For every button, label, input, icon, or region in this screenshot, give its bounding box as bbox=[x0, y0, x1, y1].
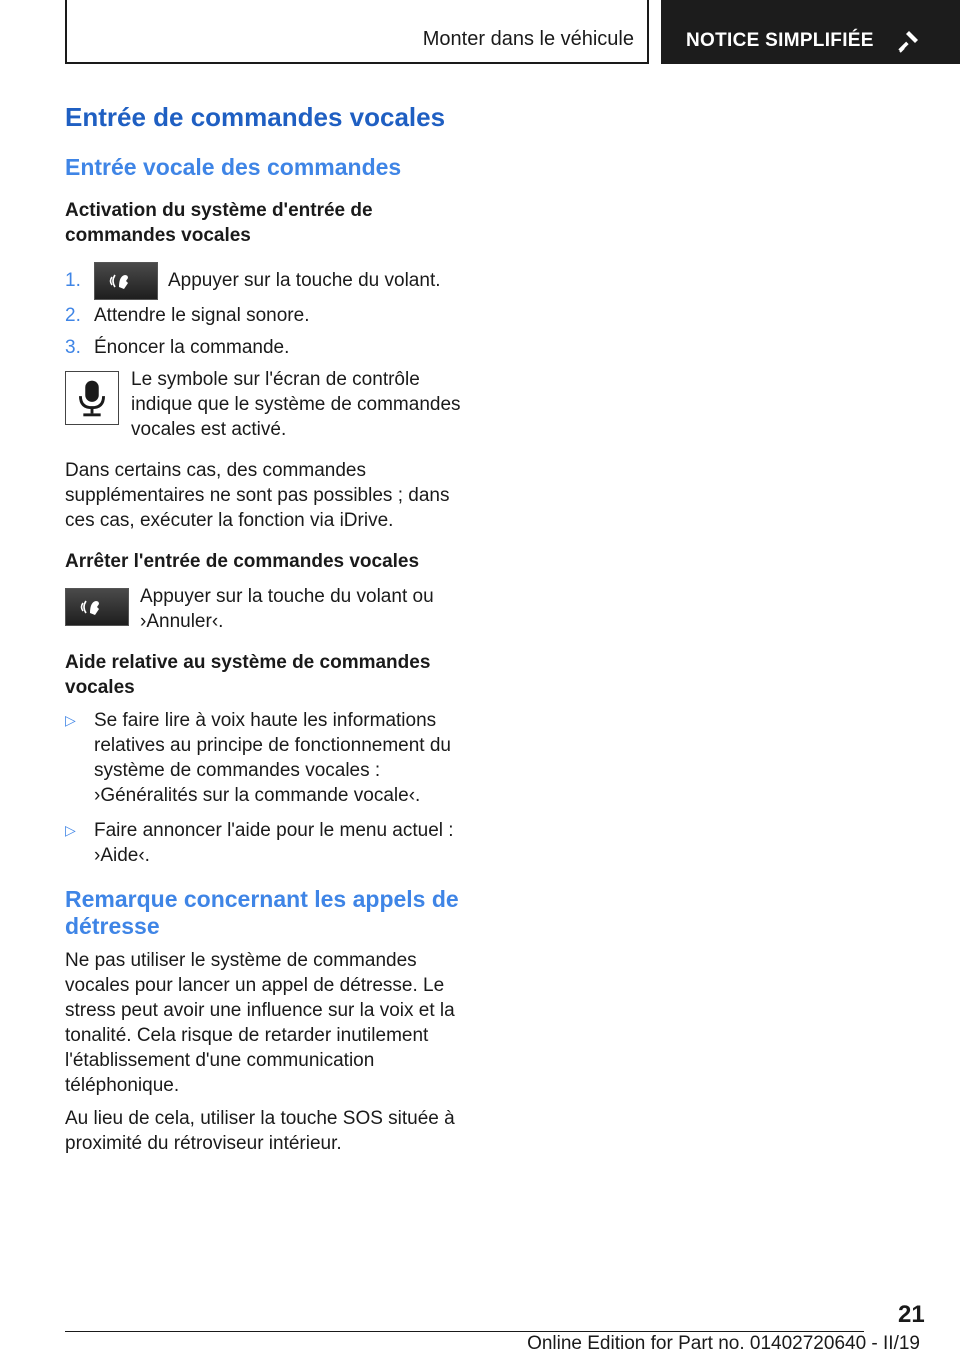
step-item bbox=[65, 303, 477, 328]
triangle-bullet-icon: ▷ bbox=[65, 712, 76, 729]
step-text: Attendre le signal sonore. bbox=[94, 305, 310, 327]
stop-text: Appuyer sur la touche du volant ou ›Annuler‹. bbox=[140, 586, 434, 633]
step-text: Énoncer la commande. bbox=[94, 337, 290, 359]
quick-reference-icon bbox=[895, 28, 921, 54]
page-content bbox=[65, 100, 477, 1156]
emergency-paragraph: Au lieu de cela, utiliser la touche SOS située à proximité du rétroviseur intérieur. bbox=[65, 1108, 455, 1155]
activation-steps bbox=[65, 262, 477, 360]
mic-symbol-note bbox=[65, 367, 477, 442]
step-number: 2. bbox=[65, 305, 81, 327]
emergency-paragraph: Ne pas utiliser le système de commandes vocales pour lancer un appel de détresse. Le stress peut avoir une influence sur la voix et la tonalité. Cela risque de retarder inutilement l'établissement d'une communication téléphonique. bbox=[65, 950, 455, 1097]
stop-instruction bbox=[65, 584, 477, 634]
step-text: Appuyer sur la touche du volant. bbox=[168, 270, 441, 292]
activation-heading: Activation du système d'entrée de commandes vocales bbox=[65, 200, 373, 246]
section-title: Monter dans le véhicule bbox=[422, 28, 634, 50]
voice-button-icon bbox=[94, 262, 158, 300]
step-item bbox=[65, 262, 477, 300]
tab-label: NOTICE SIMPLIFIÉE bbox=[686, 30, 874, 51]
help-list bbox=[65, 708, 477, 868]
help-heading: Aide relative au système de commandes vocales bbox=[65, 652, 431, 699]
mic-note-text: Le symbole sur l'écran de contrôle indique que le système de commandes vocales est activé. bbox=[131, 369, 461, 441]
stop-heading: Arrêter l'entrée de commandes vocales bbox=[65, 551, 420, 573]
page-title: Entrée de commandes vocales bbox=[65, 102, 446, 132]
limit-note: Dans certains cas, des commandes supplémentaires ne sont pas possibles ; dans ces cas, exécuter la fonction via iDrive. bbox=[65, 460, 450, 532]
list-item-text: Se faire lire à voix haute les informations relatives au principe de fonctionnement du système de commandes vocales : ›Généralités sur la commande vocale‹. bbox=[94, 710, 452, 807]
list-item-text: Faire annoncer l'aide pour le menu actuel : ›Aide‹. bbox=[94, 820, 454, 867]
section-subtitle: Entrée vocale des commandes bbox=[65, 154, 402, 180]
edition-info: Online Edition for Part no. 01402720640 - II/19 bbox=[527, 1333, 920, 1354]
footer-divider bbox=[65, 1331, 864, 1332]
microphone-icon bbox=[65, 371, 119, 425]
quick-reference-tab[interactable] bbox=[661, 0, 960, 64]
triangle-bullet-icon: ▷ bbox=[65, 822, 76, 839]
page-number: 21 bbox=[898, 1301, 925, 1328]
step-number: 1. bbox=[65, 270, 81, 291]
voice-button-icon bbox=[65, 588, 129, 626]
list-item bbox=[65, 708, 477, 808]
step-item bbox=[65, 335, 477, 360]
list-item bbox=[65, 818, 477, 868]
step-number: 3. bbox=[65, 337, 81, 359]
emergency-heading: Remarque concernant les appels de détresse bbox=[65, 886, 459, 940]
